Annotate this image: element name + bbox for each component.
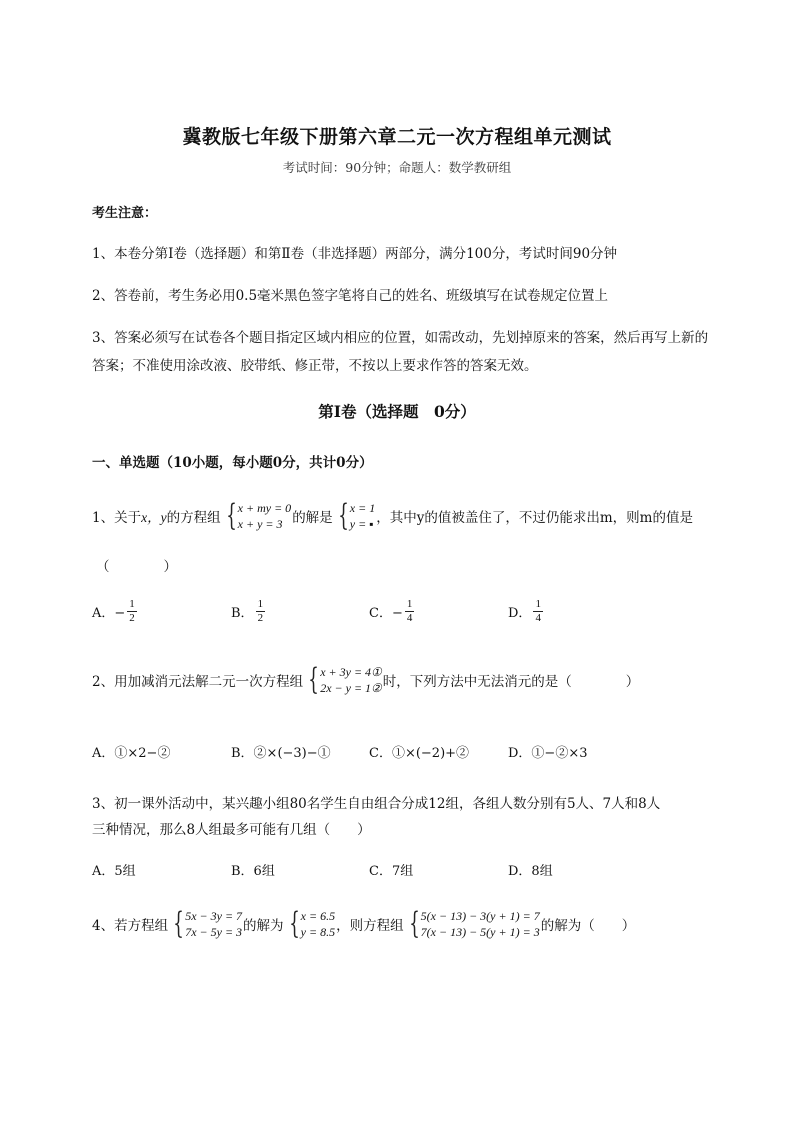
q4-eq4: 7(x − 13) − 5(y + 1) = 3 (420, 925, 540, 939)
q3-option-a: A．5组 (92, 864, 136, 879)
q1-system (222, 500, 292, 532)
q1-option-b (231, 598, 265, 625)
q4-sol1: x = 6.5 (300, 909, 336, 923)
q4-eq3: 5(x − 13) − 3(y + 1) = 7 (420, 909, 540, 923)
notice-item-3: 3、答案必须写在试卷各个题目指定区域内相应的位置，如需改动，先划掉原来的答案，然后再写上新的答案；不准使用涂改液、胶带纸、修正带，不按以上要求作答的答案无效。 (92, 330, 709, 374)
option-label: A．− (92, 606, 126, 621)
option-label: C．− (369, 606, 403, 621)
option-label: D． (508, 606, 532, 621)
q4-sol2: y = 8.5 (300, 925, 336, 939)
frac-den: 4 (535, 612, 541, 624)
q2-option-d: D．①−②×3 (508, 746, 588, 761)
q2-eq2: 2x − y = 1② (320, 681, 382, 695)
notice-item-2: 2、答卷前，考生务必用0.5毫米黑色签字笔将自己的姓名、班级填写在试卷规定位置上 (92, 288, 609, 304)
q4-system (169, 908, 242, 940)
q2-system (304, 664, 382, 696)
q4-mid2: ，则方程组 (336, 918, 404, 934)
q3-option-b: B．6组 (231, 864, 275, 879)
frac-num: 1 (257, 598, 264, 610)
q4-eq2: 7x − 5y = 3 (185, 925, 243, 939)
brace-icon: { (408, 906, 420, 941)
q1-sol2: y = ▪ (349, 517, 374, 531)
q4-system-2 (405, 908, 540, 940)
q1-option-c (369, 598, 414, 625)
q2-option-a: A．①×2−② (92, 746, 171, 761)
brace-icon: { (288, 906, 300, 941)
brace-icon: { (337, 498, 349, 533)
q3-line-1: 3、初一课外活动中，某兴趣小组80名学生自由组合分成12组，各组人数分别有5人、7人和8人 (92, 796, 661, 812)
q4-rest: 的解为（ ） (540, 918, 636, 934)
q1-vars: x，y (141, 510, 167, 525)
q1-rest: ，其中y的值被盖住了，不过仍能求出m，则m的值是 (376, 510, 693, 526)
frac-den: 4 (406, 612, 413, 624)
frac-den: 2 (129, 612, 135, 624)
q2-option-b: B．②×(−3)−① (231, 746, 331, 761)
q2-rest: 时，下列方法中无法消元的是（ ） (382, 674, 640, 690)
question-1 (92, 500, 693, 532)
q3-line-2: 三种情况，那么8人组最多可能有几组（ ） (92, 822, 371, 838)
brace-icon: { (173, 906, 184, 941)
frac-num: 1 (129, 598, 135, 610)
brace-icon: { (225, 498, 237, 533)
brace-icon: { (308, 662, 319, 697)
q2-prefix: 2、用加减消元法解二元一次方程组 (92, 674, 304, 690)
q1-mid1: 的方程组 (166, 510, 221, 526)
q1-option-d (508, 598, 543, 625)
q1-mid2: 的解是 (292, 510, 333, 526)
exam-info: 考试时间：90分钟；命题人：数学教研组 (282, 160, 512, 175)
notice-item-1: 1、本卷分第Ⅰ卷（选择题）和第Ⅱ卷（非选择题）两部分，满分100分，考试时间90分钟 (92, 246, 618, 262)
q4-eq1: 5x − 3y = 7 (185, 909, 243, 923)
q1-paren: （ ） (96, 559, 177, 575)
q2-eq1: x + 3y = 4① (320, 665, 382, 679)
q1-prefix: 1、关于 (92, 510, 142, 526)
question-4 (92, 908, 635, 940)
q1-option-a (92, 598, 137, 625)
question-2 (92, 664, 639, 696)
page-title: 冀教版七年级下册第六章二元一次方程组单元测试 (182, 126, 612, 148)
q1-eq2: x + y = 3 (237, 517, 283, 531)
frac-den: 2 (257, 612, 264, 624)
section-title: 一、单选题（10小题，每小题0分，共计0分） (92, 455, 373, 471)
part-title: 第Ⅰ卷（选择题 0分） (318, 402, 476, 421)
q2-option-c: C．①×(−2)+② (369, 746, 470, 761)
q3-option-c: C．7组 (369, 864, 414, 879)
q4-solution (285, 908, 336, 940)
frac-num: 1 (535, 598, 541, 610)
q3-option-d: D．8组 (508, 864, 553, 879)
notice-heading: 考生注意： (92, 206, 158, 221)
q1-solution (334, 500, 376, 532)
option-label: B． (231, 606, 254, 621)
q1-eq1: x + my = 0 (237, 501, 292, 515)
frac-num: 1 (406, 598, 413, 610)
q4-mid: 的解为 (243, 918, 284, 934)
q1-sol1: x = 1 (349, 501, 376, 515)
q4-prefix: 4、若方程组 (92, 918, 169, 934)
